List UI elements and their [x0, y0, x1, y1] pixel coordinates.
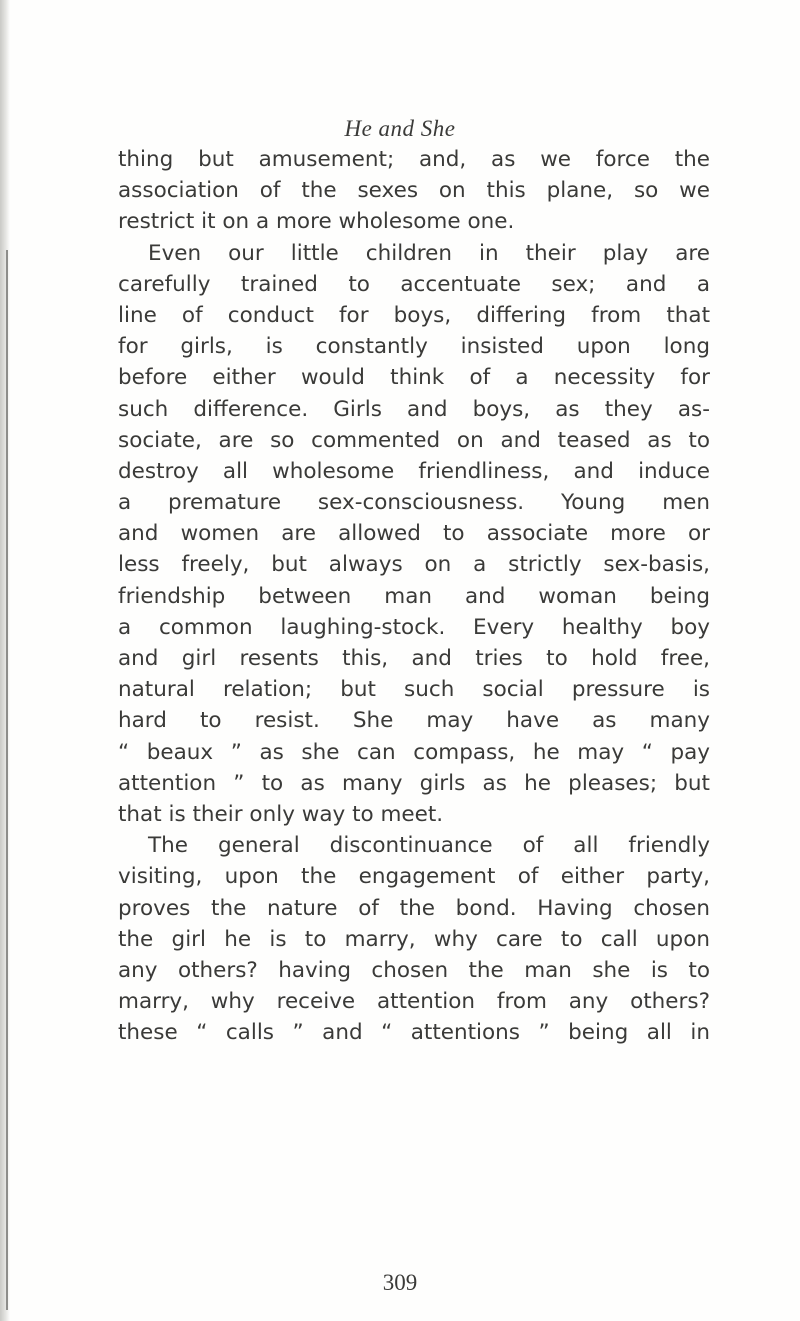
text-line: attention ” to as many girls as he pleases; but	[118, 770, 710, 796]
text-line: for girls, is constantly insisted upon long	[118, 334, 710, 360]
text-line: natural relation; but such social pressure is	[118, 677, 710, 703]
body-text	[118, 144, 710, 1048]
page-number: 309	[382, 1270, 418, 1295]
text-line: association of the sexes on this plane, so we	[118, 178, 710, 204]
text-line: The general discontinuance of all friendly	[148, 833, 710, 859]
text-line: carefully trained to accentuate sex; and a	[118, 271, 710, 297]
running-head: He and She	[344, 116, 456, 141]
text-line: these “ calls ” and “ attentions ” being all in	[118, 1020, 710, 1046]
text-line: “ beaux ” as she can compass, he may “ pay	[118, 739, 710, 765]
text-line: thing but amusement; and, as we force the	[118, 147, 710, 172]
text-line: any others? having chosen the man she is to	[118, 957, 710, 983]
text-line: Even our little children in their play are	[148, 240, 710, 266]
text-line: the girl he is to marry, why care to call upon	[118, 926, 710, 952]
text-line: a common laughing-stock. Every healthy boy	[118, 614, 710, 640]
page-gutter-shadow	[0, 0, 10, 1321]
text-line: hard to resist. She may have as many	[118, 708, 710, 734]
page-gutter-edge	[6, 250, 8, 1310]
text-line: friendship between man and woman being	[118, 583, 710, 609]
text-line: destroy all wholesome friendliness, and induce	[118, 458, 710, 484]
text-line: line of conduct for boys, differing from that	[118, 302, 710, 328]
text-line: restrict it on a more wholesome one.	[118, 209, 515, 235]
text-line: visiting, upon the engagement of either party,	[118, 864, 710, 890]
text-line: marry, why receive attention from any others?	[118, 989, 710, 1015]
text-line: such difference. Girls and boys, as they as-	[118, 396, 710, 422]
text-line: proves the nature of the bond. Having chosen	[118, 895, 710, 921]
text-line: less freely, but always on a strictly sex-basis,	[118, 552, 710, 578]
text-line: and women are allowed to associate more or	[118, 521, 710, 547]
text-line: sociate, are so commented on and teased as to	[118, 427, 710, 453]
text-line: a premature sex-consciousness. Young men	[118, 490, 710, 516]
text-line: that is their only way to meet.	[118, 801, 444, 827]
text-line: and girl resents this, and tries to hold free,	[118, 646, 710, 671]
text-line: before either would think of a necessity for	[118, 365, 710, 391]
